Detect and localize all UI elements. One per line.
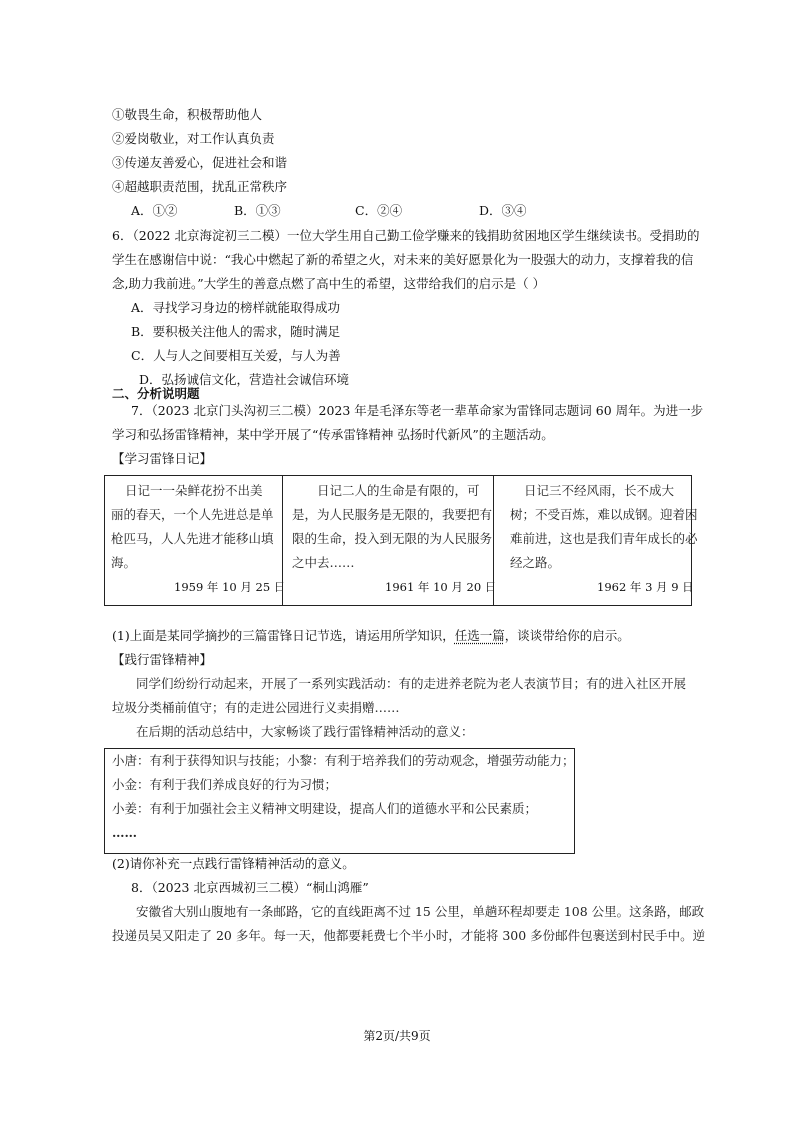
- view-line: 小唐：有利于获得知识与技能；小黎：有利于培养我们的劳动观念，增强劳动能力；: [112, 753, 575, 768]
- q7-sub1-emphasis: 任选一篇: [454, 628, 505, 643]
- summary-intro: 在后期的活动总结中，大家畅谈了践行雷锋精神活动的意义：: [136, 724, 474, 739]
- q7-sub1-post: ，谈谈带给你的启示。: [504, 628, 630, 643]
- diary-3-line: 难前进，这也是我们青年成长的必: [510, 531, 698, 546]
- practice-para-line-1: 同学们纷纷行动起来，开展了一系列实践活动：有的走进养老院为老人表演节目；有的进入社区开展: [136, 676, 687, 691]
- view-line: ……: [112, 825, 137, 840]
- view-line: 小姜：有利于加强社会主义精神文明建设，提高人们的道德水平和公民素质；: [112, 801, 538, 816]
- diary-2-date: 1961 年 10 月 20 日: [385, 580, 497, 594]
- q6-option-b[interactable]: B．要积极关注他人的需求，随时满足: [131, 324, 341, 339]
- q7-sub1-pre: (1)上面是某同学摘抄的三篇雷锋日记节选，请运用所学知识，: [112, 628, 455, 643]
- q6-stem-line-3: 念,助力我前进。”大学生的善意点燃了高中生的希望，这带给我们的启示是（ ）: [112, 276, 546, 291]
- diary-1-date: 1959 年 10 月 25 日: [174, 580, 286, 594]
- q5-option-c[interactable]: C．②④: [355, 203, 403, 218]
- page-footer: 第2页/共9页: [363, 1029, 431, 1043]
- practice-para-line-2: 垃圾分类桶前值守；有的走进公园进行义卖捐赠……: [112, 700, 400, 715]
- q8-title: 8．（2023 北京西城初三二模）“桐山鸿雁”: [131, 880, 369, 895]
- q6-option-a[interactable]: A．寻找学习身边的榜样就能取得成功: [131, 300, 341, 315]
- diary-3: [493, 476, 698, 605]
- diary-2-line: 之中去……: [292, 555, 355, 570]
- diary-2-line: 限的生命，投入到无限的为人民服务: [292, 531, 493, 546]
- q8-line-1: 安徽省大别山腹地有一条邮路，它的直线距离不过 15 公里，单趟环程却要走 108 公里。这条路，邮政: [136, 904, 705, 919]
- diary-3-date: 1962 年 3 月 9 日: [597, 580, 694, 594]
- q7-sub2: (2)请你补充一点践行雷锋精神活动的意义。: [112, 856, 355, 871]
- q7-sub1: [112, 628, 630, 644]
- statement-4: ④超越职责范围，扰乱正常秩序: [112, 179, 288, 194]
- view-line: 小金：有利于我们养成良好的行为习惯；: [112, 777, 338, 792]
- diary-3-line: 树；不受百炼，难以成钢。迎着困: [510, 507, 698, 522]
- q5-option-d[interactable]: D．③④: [479, 203, 527, 218]
- diary-1-line: 海。: [111, 555, 137, 570]
- diary-2-line: 是，为人民服务是无限的，我要把有: [292, 507, 493, 522]
- q5-option-a[interactable]: A．①②: [131, 203, 178, 218]
- q6-option-d[interactable]: D．弘扬诚信文化，营造社会诚信环境: [139, 372, 350, 387]
- diary-2-line: 日记二人的生命是有限的，可: [317, 483, 480, 498]
- diary-3-line: 日记三不经风雨，长不成大: [524, 483, 675, 498]
- statement-3: ③传递友善爱心，促进社会和谐: [112, 155, 288, 170]
- diary-3-line: 经之路。: [510, 555, 561, 570]
- statement-1: ①敬畏生命，积极帮助他人: [112, 107, 263, 122]
- diary-table: [104, 475, 698, 606]
- diary-1-line: 丽的春天，一个人先进总是单: [111, 507, 274, 522]
- views-box: [104, 748, 575, 854]
- diary-2: [282, 476, 497, 605]
- q6-stem-line-2: 学生在感谢信中说：“我心中燃起了新的希望之火，对未来的美好愿景化为一股强大的动力，支撑着我的信: [112, 252, 694, 267]
- practice-heading: 【践行雷锋精神】: [112, 652, 213, 667]
- diary-1-line: 日记一一朵鲜花扮不出美: [125, 483, 263, 498]
- q6-option-c[interactable]: C．人与人之间要相互关爱，与人为善: [131, 348, 341, 363]
- q7-stem-line-1: 7．（2023 北京门头沟初三二模）2023 年是毛泽东等老一辈革命家为雷锋同志题词 60 周年。为进一步: [131, 403, 704, 418]
- diary-heading: 【学习雷锋日记】: [112, 451, 213, 466]
- diary-1: [105, 476, 286, 605]
- statement-2: ②爱岗敬业，对工作认真负责: [112, 131, 275, 146]
- q8-line-2: 投递员吴又阳走了 20 多年。每一天，他都要耗费七个半小时，才能将 300 多份邮件包裹送到村民手中。逆: [112, 928, 706, 943]
- q7-stem-line-2: 学习和弘扬雷锋精神，某中学开展了“传承雷锋精神 弘扬时代新风”的主题活动。: [112, 427, 554, 442]
- diary-1-line: 枪匹马，人人先进才能移山填: [111, 531, 274, 546]
- q6-stem-line-1: 6．（2022 北京海淀初三二模）一位大学生用自己勤工俭学赚来的钱捐助贫困地区学生继续读书。受捐助的: [112, 228, 700, 243]
- q5-option-b[interactable]: B．①③: [234, 203, 281, 218]
- section-heading: 二、分析说明题: [112, 386, 200, 401]
